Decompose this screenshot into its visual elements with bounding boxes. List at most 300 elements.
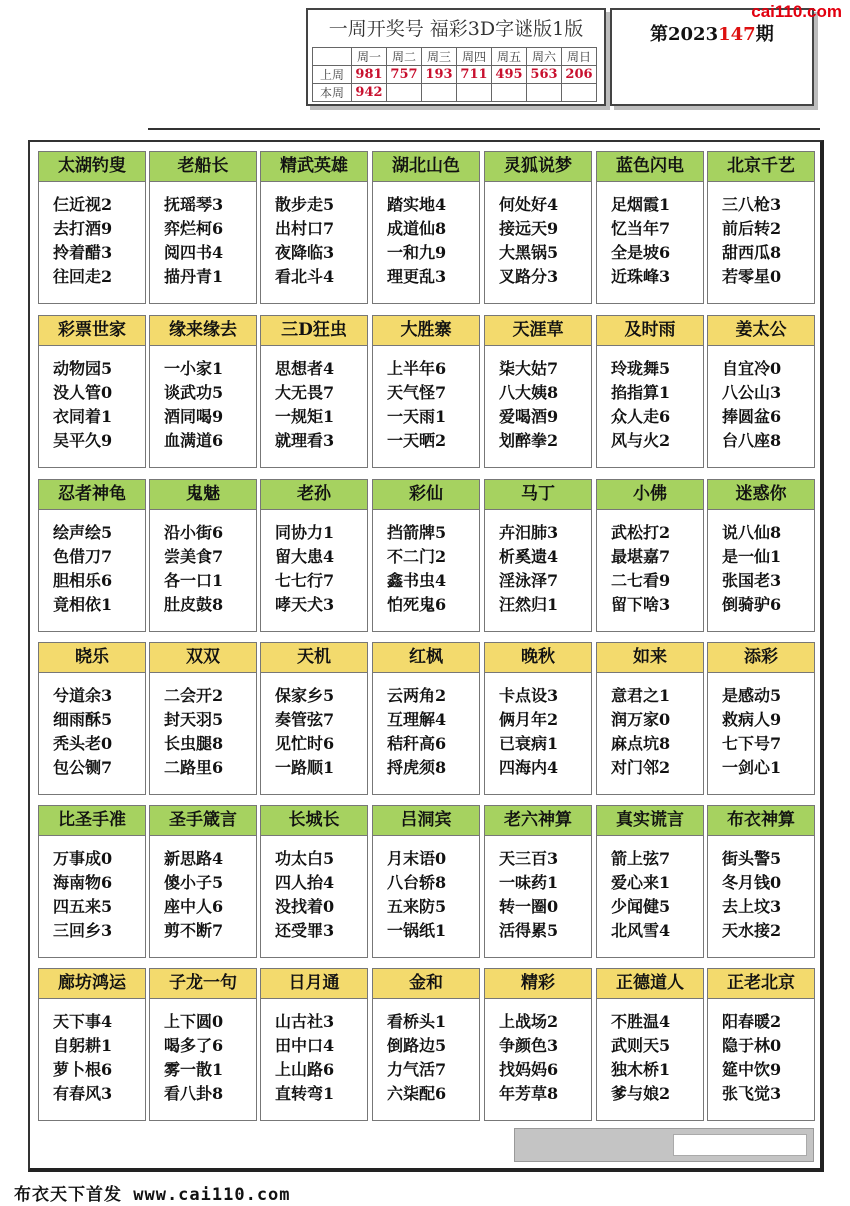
issue-title [650,20,774,46]
riddle-line: 鑫书虫4 [387,571,447,590]
riddle-line: 活得累5 [499,921,559,940]
riddle-cell [38,642,146,795]
riddle-cell-title: 姜太公 [708,316,814,346]
riddle-line: 何处好4 [499,195,559,214]
riddle-line: 萝卜根6 [53,1060,113,1079]
riddle-line: 绘声绘5 [53,523,113,542]
riddle-cell [484,805,592,958]
draw-number [457,84,492,102]
riddle-line: 武则天5 [611,1036,671,1055]
riddle-line: 八台轿8 [387,873,447,892]
riddle-line: 天水接2 [722,921,782,940]
riddle-line: 阳春暖2 [722,1012,782,1031]
riddle-line: 细雨酥5 [53,710,113,729]
riddle-cell-title: 比圣手准 [39,806,145,836]
riddle-line: 大黑锅5 [499,243,559,262]
riddle-cell [372,968,480,1121]
riddle-lines [611,357,699,453]
riddle-lines [164,521,252,617]
riddle-cell [149,968,257,1121]
riddle-cell-title: 彩票世家 [39,316,145,346]
riddle-lines [275,684,363,780]
riddle-cell [596,315,704,468]
riddle-line: 四五来5 [53,897,113,916]
riddle-line: 看八卦8 [164,1084,224,1103]
riddle-cell [149,479,257,632]
riddle-lines [722,357,810,453]
riddle-line: 云两角2 [387,686,447,705]
riddle-line: 保家乡5 [275,686,335,705]
riddle-line: 不二门2 [387,547,447,566]
riddle-lines [499,521,587,617]
riddle-line: 天下事4 [53,1012,113,1031]
riddle-line: 剪不断7 [164,921,224,940]
riddle-line: 海南物6 [53,873,113,892]
riddle-line: 还受罪3 [275,921,335,940]
riddle-line: 看北斗4 [275,267,335,286]
footer-gray-bar [514,1128,814,1162]
riddle-cell-title: 正德道人 [597,969,703,999]
riddle-line: 意君之1 [611,686,671,705]
riddle-line: 喝多了6 [164,1036,224,1055]
weekday-header-row [313,48,597,66]
riddle-line: 抚瑶琴3 [164,195,224,214]
riddle-lines [722,1010,810,1106]
riddle-lines [611,847,699,943]
riddle-cell-title: 灵狐说梦 [485,152,591,182]
riddle-cell-title: 忍者神龟 [39,480,145,510]
riddle-line: 析奚遗4 [499,547,559,566]
riddle-cell [484,151,592,304]
riddle-cell-title: 子龙一句 [150,969,256,999]
riddle-line: 踏实地4 [387,195,447,214]
row-label: 上周 [313,66,352,84]
top-divider [148,128,820,130]
riddle-lines [53,193,141,289]
riddle-line: 怕死鬼6 [387,595,447,614]
weekday-label: 周一 [352,48,387,66]
riddle-cell-title: 迷惑你 [708,480,814,510]
draw-number: 563 [527,66,562,84]
riddle-cell [149,642,257,795]
riddle-line: 一剑心1 [722,758,782,777]
riddle-cell [372,315,480,468]
riddle-cell [372,151,480,304]
riddle-line: 挡箭牌5 [387,523,447,542]
corner-cell [313,48,352,66]
riddle-line: 三八枪3 [722,195,782,214]
riddle-line: 冬月钱0 [722,873,782,892]
riddle-lines [387,1010,475,1106]
riddle-lines [53,521,141,617]
riddle-cell-title: 老船长 [150,152,256,182]
riddle-line: 麻点坑8 [611,734,671,753]
weekday-label: 周二 [387,48,422,66]
riddle-line: 散步走5 [275,195,335,214]
riddle-line: 上半年6 [387,359,447,378]
riddle-line: 风与火2 [611,431,671,450]
riddle-line: 筵中饮9 [722,1060,782,1079]
riddle-cell-title: 添彩 [708,643,814,673]
riddle-line: 润万家0 [611,710,671,729]
riddle-line: 六柒配6 [387,1084,447,1103]
riddle-cell [707,805,815,958]
riddle-cell-title: 双双 [150,643,256,673]
riddle-line: 叉路分3 [499,267,559,286]
riddle-cell [260,968,368,1121]
riddle-line: 同协力1 [275,523,335,542]
riddle-lines [499,357,587,453]
riddle-cell-title: 精彩 [485,969,591,999]
riddle-line: 没人管0 [53,383,113,402]
riddle-lines [53,1010,141,1106]
riddle-line: 成道仙8 [387,219,447,238]
riddle-cell [372,805,480,958]
riddle-line: 倒骑驴6 [722,595,782,614]
riddle-line: 各一口1 [164,571,224,590]
riddle-line: 秸秆高6 [387,734,447,753]
riddle-line: 找妈妈6 [499,1060,559,1079]
draw-number: 206 [562,66,597,84]
riddle-line: 谈武功5 [164,383,224,402]
riddle-line: 就理看3 [275,431,335,450]
riddle-cell-title: 三D狂虫 [261,316,367,346]
riddle-line: 捋虎须8 [387,758,447,777]
riddle-cell-title: 太湖钓叟 [39,152,145,182]
riddle-line: 若零星0 [722,267,782,286]
riddle-line: 七下号7 [722,734,782,753]
riddle-line: 卡点设3 [499,686,559,705]
riddle-cell [372,479,480,632]
riddle-cell-title: 如来 [597,643,703,673]
riddle-cell-title: 正老北京 [708,969,814,999]
riddle-cell-title: 金和 [373,969,479,999]
riddle-cell [38,479,146,632]
riddle-line: 上战场2 [499,1012,559,1031]
riddle-line: 淫泳泽7 [499,571,559,590]
draw-number: 711 [457,66,492,84]
riddle-line: 衣同着1 [53,407,113,426]
weekly-results-title: 一周开奖号 福彩3D字谜版1版 [328,18,584,40]
riddle-line: 座中人6 [164,897,224,916]
riddle-cell [260,642,368,795]
riddle-lines [275,847,363,943]
riddle-cell [596,968,704,1121]
draw-number [527,84,562,102]
riddle-cell-title: 红枫 [373,643,479,673]
riddle-line: 三回乡3 [53,921,113,940]
riddle-line: 足烟霞1 [611,195,671,214]
riddle-cell-title: 布衣神算 [708,806,814,836]
riddle-line: 四人抬4 [275,873,335,892]
riddle-line: 一小家1 [164,359,224,378]
riddle-cell-title: 鬼魅 [150,480,256,510]
riddle-lines [722,684,810,780]
riddle-line: 说八仙8 [722,523,782,542]
issue-prefix: 第2023 [650,24,719,45]
footer-text: 布衣天下首发 www.cai110.com [14,1185,291,1205]
weekday-label: 周三 [422,48,457,66]
riddle-lines [499,193,587,289]
riddle-line: 阅四书4 [164,243,224,262]
riddle-line: 一味药1 [499,873,559,892]
riddle-cell-title: 及时雨 [597,316,703,346]
riddle-cell-title: 蓝色闪电 [597,152,703,182]
riddle-line: 理更乱3 [387,267,447,286]
draw-number: 757 [387,66,422,84]
riddle-line: 大无畏7 [275,383,335,402]
riddle-cell [596,151,704,304]
riddle-line: 上下圆0 [164,1012,224,1031]
riddle-lines [164,193,252,289]
riddle-cell [484,968,592,1121]
site-logo[interactable]: cai110.com [751,2,842,21]
draw-number [387,84,422,102]
riddle-line: 转一圈0 [499,897,559,916]
draw-number: 942 [352,84,387,102]
riddle-line: 众人走6 [611,407,671,426]
riddle-line: 七七行7 [275,571,335,590]
riddle-cell [149,151,257,304]
riddle-lines [275,357,363,453]
issue-box [610,8,814,106]
riddle-line: 动物园5 [53,359,113,378]
riddle-line: 少闻健5 [611,897,671,916]
riddle-lines [387,684,475,780]
riddle-line: 自宜冷0 [722,359,782,378]
draw-number: 193 [422,66,457,84]
riddle-line: 一路顺1 [275,758,335,777]
riddle-line: 不胜温4 [611,1012,671,1031]
riddle-line: 雾一散1 [164,1060,224,1079]
riddle-line: 傻小子5 [164,873,224,892]
riddle-line: 自躬耕1 [53,1036,113,1055]
riddle-line: 互理解4 [387,710,447,729]
riddle-cell-title: 缘来缘去 [150,316,256,346]
riddle-line: 天气怪7 [387,383,447,402]
riddle-line: 箭上弦7 [611,849,671,868]
riddle-line: 忆当年7 [611,219,671,238]
riddle-line: 一天晒2 [387,431,447,450]
riddle-line: 弈烂柯6 [164,219,224,238]
riddle-line: 哮天犬3 [275,595,335,614]
riddle-line: 秃头老0 [53,734,113,753]
riddle-cell-title: 天涯草 [485,316,591,346]
riddle-cell [707,642,815,795]
riddle-line: 台八座8 [722,431,782,450]
riddle-line: 爹与娘2 [611,1084,671,1103]
riddle-line: 天三百3 [499,849,559,868]
riddle-lines [722,521,810,617]
riddle-cell-title: 小佛 [597,480,703,510]
riddle-line: 月末语0 [387,849,447,868]
riddle-lines [499,1010,587,1106]
riddle-line: 包公铡7 [53,758,113,777]
riddle-lines [387,521,475,617]
riddle-line: 划醉拳2 [499,431,559,450]
riddle-line: 功太白5 [275,849,335,868]
riddle-line: 沿小街6 [164,523,224,542]
riddle-lines [611,521,699,617]
riddle-cell-title: 晚秋 [485,643,591,673]
riddle-line: 血满道6 [164,431,224,450]
riddle-line: 上山路6 [275,1060,335,1079]
riddle-cell-title: 老孙 [261,480,367,510]
riddle-line: 五来防5 [387,897,447,916]
riddle-line: 最堪嘉7 [611,547,671,566]
riddle-cell [484,642,592,795]
riddle-line: 对门邻2 [611,758,671,777]
riddle-cell-title: 马丁 [485,480,591,510]
riddle-line: 一天雨1 [387,407,447,426]
riddle-line: 玲珑舞5 [611,359,671,378]
riddle-line: 描丹青1 [164,267,224,286]
riddle-lines [722,847,810,943]
riddle-line: 夜降临3 [275,243,335,262]
riddle-line: 思想者4 [275,359,335,378]
riddle-cell [260,315,368,468]
riddle-cell [707,968,815,1121]
riddle-line: 年芳草8 [499,1084,559,1103]
riddle-cell [484,479,592,632]
riddle-line: 仨近视2 [53,195,113,214]
riddle-line: 肚皮鼓8 [164,595,224,614]
riddle-line: 救病人9 [722,710,782,729]
riddle-line: 一和九9 [387,243,447,262]
riddle-cell [38,968,146,1121]
riddle-line: 隐于林0 [722,1036,782,1055]
riddle-cell-title: 天机 [261,643,367,673]
riddle-line: 没找着0 [275,897,335,916]
riddle-line: 柒大姑7 [499,359,559,378]
riddle-line: 长虫腿8 [164,734,224,753]
riddle-lines [164,1010,252,1106]
riddle-line: 田中口4 [275,1036,335,1055]
riddle-cell-title: 吕洞宾 [373,806,479,836]
draw-number: 981 [352,66,387,84]
riddle-line: 掐指算1 [611,383,671,402]
riddle-line: 兮道余3 [53,686,113,705]
riddle-cell [707,479,815,632]
this-week-row [313,84,597,102]
riddle-cell [484,315,592,468]
riddle-line: 留下啥3 [611,595,671,614]
riddle-cell [596,479,704,632]
riddle-cell [260,805,368,958]
riddle-cell [149,315,257,468]
riddle-line: 见忙时6 [275,734,335,753]
riddle-line: 是一仙1 [722,547,782,566]
riddle-lines [275,521,363,617]
riddle-line: 甜西瓜8 [722,243,782,262]
riddle-line: 酒同喝9 [164,407,224,426]
issue-suffix: 期 [755,24,774,45]
riddle-line: 力气活7 [387,1060,447,1079]
riddle-cell-title: 廊坊鸿运 [39,969,145,999]
riddle-cell [260,151,368,304]
riddle-cell-title: 圣手箴言 [150,806,256,836]
riddle-lines [164,357,252,453]
riddle-line: 尝美食7 [164,547,224,566]
riddle-cell-title: 晓乐 [39,643,145,673]
riddle-line: 往回走2 [53,267,113,286]
riddle-cell-title: 彩仙 [373,480,479,510]
riddle-line: 一锅纸1 [387,921,447,940]
riddle-line: 独木桥1 [611,1060,671,1079]
last-week-row [313,66,597,84]
riddle-line: 有春风3 [53,1084,113,1103]
riddle-cell [38,315,146,468]
riddle-line: 看桥头1 [387,1012,447,1031]
issue-number: 147 [718,24,756,45]
riddle-line: 去上坟3 [722,897,782,916]
riddle-line: 全是坡6 [611,243,671,262]
riddle-line: 留大患4 [275,547,335,566]
weekday-label: 周六 [527,48,562,66]
draw-number: 495 [492,66,527,84]
riddle-lines [611,193,699,289]
riddle-line: 二七看9 [611,571,671,590]
riddle-lines [499,847,587,943]
riddle-line: 争颜色3 [499,1036,559,1055]
riddle-cell-title: 精武英雄 [261,152,367,182]
weekday-label: 周日 [562,48,597,66]
riddle-line: 直转弯1 [275,1084,335,1103]
riddle-line: 新思路4 [164,849,224,868]
riddle-line: 北风雪4 [611,921,671,940]
riddle-line: 一规矩1 [275,407,335,426]
riddle-cell-title: 真实谎言 [597,806,703,836]
riddle-line: 爱喝酒9 [499,407,559,426]
riddle-line: 竟相依1 [53,595,113,614]
riddle-line: 俩月年2 [499,710,559,729]
riddle-cell [596,642,704,795]
riddle-cell [260,479,368,632]
riddle-line: 是感动5 [722,686,782,705]
riddle-line: 张飞觉3 [722,1084,782,1103]
riddle-line: 汪然归1 [499,595,559,614]
riddle-lines [53,684,141,780]
riddle-lines [53,847,141,943]
riddle-line: 山古社3 [275,1012,335,1031]
riddle-cell [372,642,480,795]
riddle-cell [707,151,815,304]
riddle-line: 二路里6 [164,758,224,777]
riddle-lines [387,193,475,289]
draw-number [422,84,457,102]
riddle-lines [164,847,252,943]
weekday-label: 周五 [492,48,527,66]
riddle-lines [387,847,475,943]
weekly-results-table [312,47,597,102]
riddle-line: 万事成0 [53,849,113,868]
riddle-line: 胆相乐6 [53,571,113,590]
riddle-lines [387,357,475,453]
footer-blank-box [673,1134,807,1156]
riddle-line: 色借刀7 [53,547,113,566]
riddle-cell-title: 北京千艺 [708,152,814,182]
riddle-lines [611,684,699,780]
riddle-line: 四海内4 [499,758,559,777]
riddle-cell [596,805,704,958]
draw-number [492,84,527,102]
riddle-line: 爱心来1 [611,873,671,892]
riddle-cell [707,315,815,468]
riddle-cell-title: 老六神算 [485,806,591,836]
riddle-lines [499,684,587,780]
row-label: 本周 [313,84,352,102]
riddle-line: 吴平久9 [53,431,113,450]
